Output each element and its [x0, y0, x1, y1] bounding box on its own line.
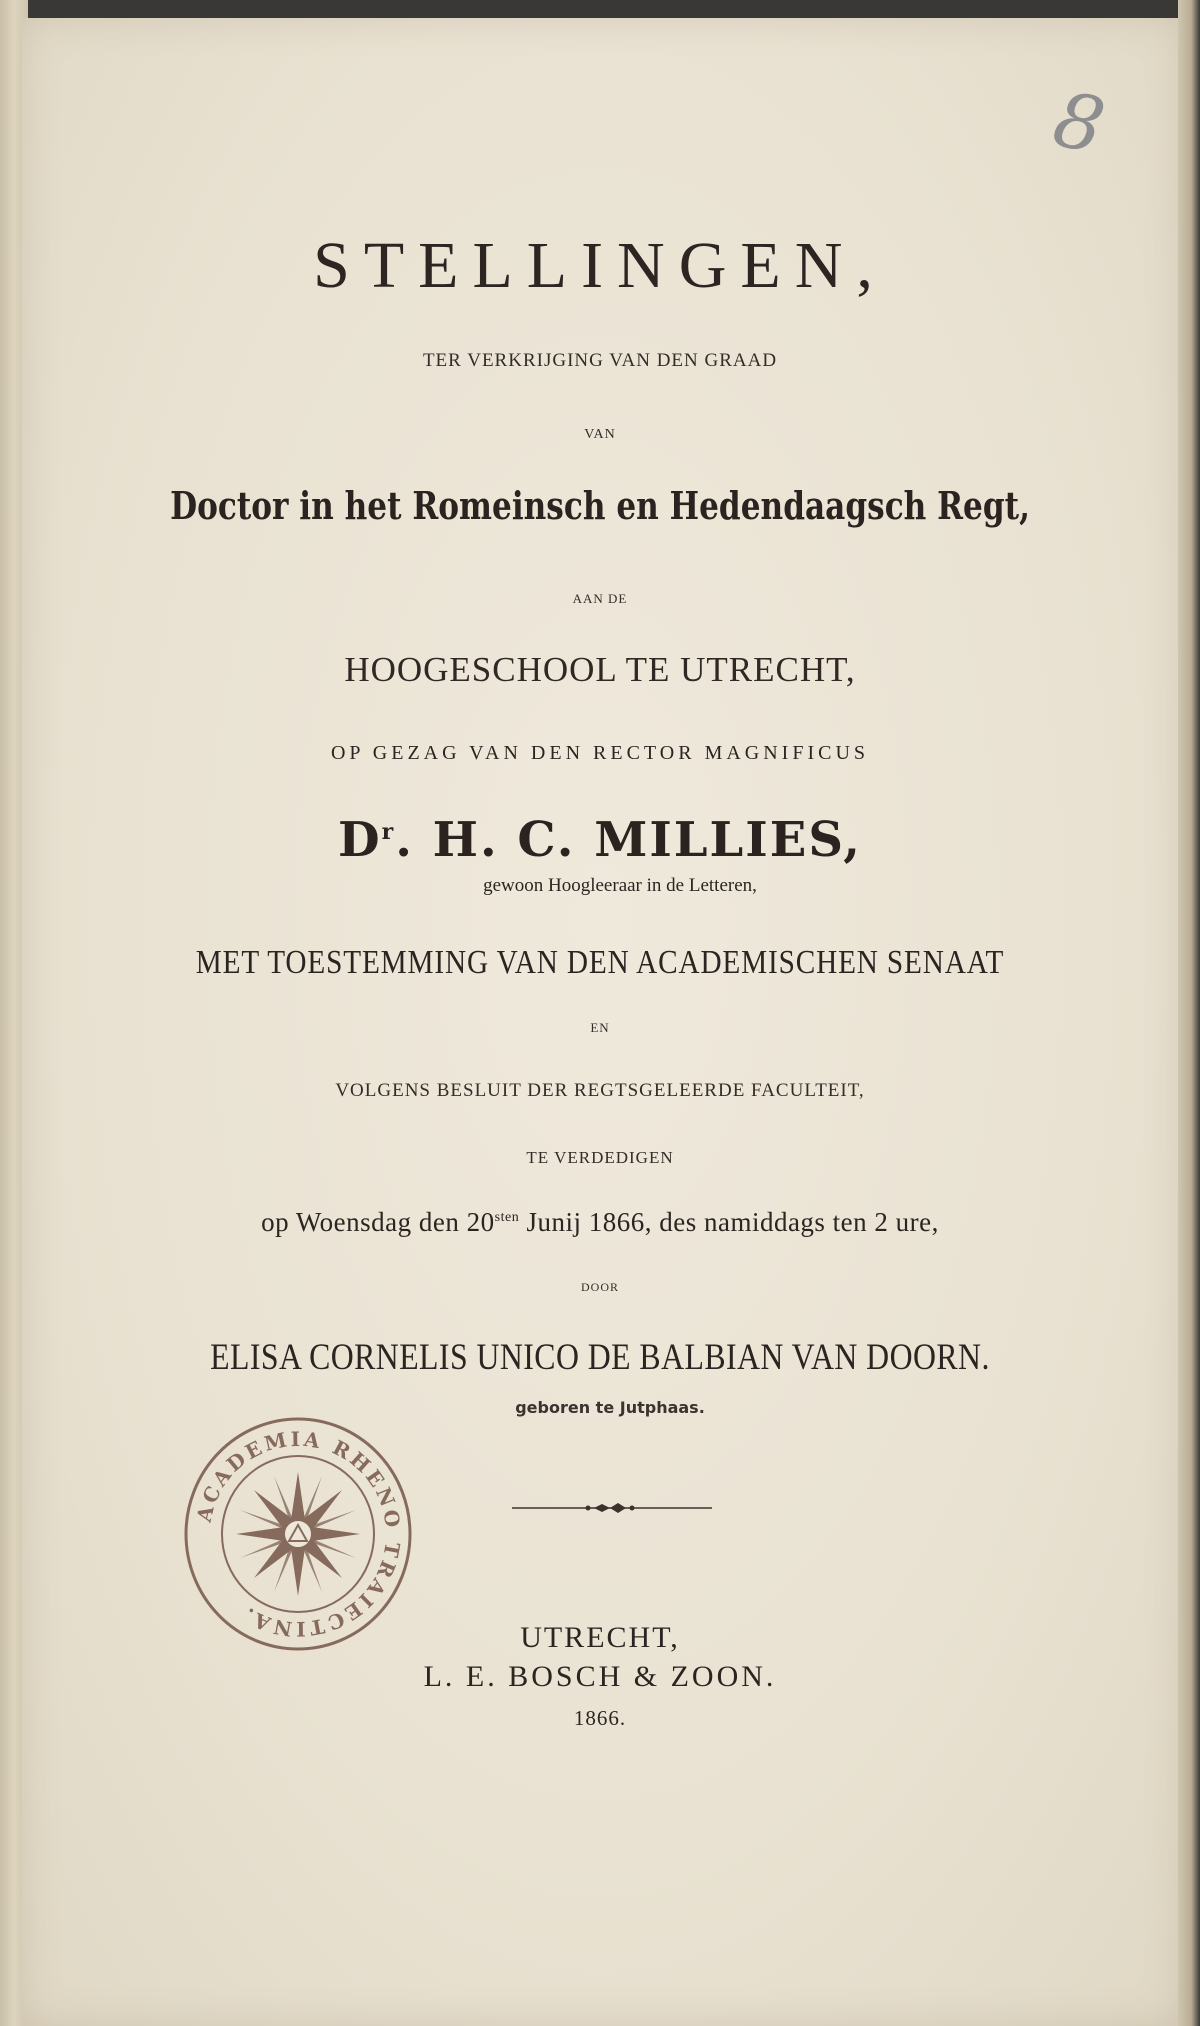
ornament-rule [512, 1498, 712, 1518]
rector-role: gewoon Hoogleeraar in de Letteren, [483, 875, 757, 896]
defense-date [0, 1207, 1200, 1238]
defense-date-sup: sten [494, 1210, 520, 1225]
university-name: HOOGESCHOOL TE UTRECHT, [344, 650, 856, 689]
degree-intro: TER VERKRIJGING VAN DEN GRAAD [422, 350, 778, 371]
author-name: ELISA CORNELIS UNICO DE BALBIAN VAN DOORN. [210, 1337, 990, 1378]
page-title: STELLINGEN, [313, 229, 887, 302]
svg-text:ACADEMIA RHENO TRAIECTINA.: ACADEMIA RHENO TRAIECTINA. [191, 1426, 406, 1642]
defend-line: TE VERDEDIGEN [526, 1148, 674, 1167]
defense-date-start: op Woensdag den 20 [261, 1207, 495, 1237]
rector-prefix: D [338, 812, 382, 868]
imprint-year: 1866. [573, 1706, 627, 1730]
rector-name [0, 812, 1200, 868]
rector-prefix-sup: r [381, 819, 396, 845]
author-birthplace: geboren te Jutphaas. [515, 1398, 705, 1417]
rector-initials: . H. C. MILLIES, [395, 812, 862, 868]
imprint-city: UTRECHT, [520, 1621, 680, 1654]
en-line: EN [590, 1020, 610, 1035]
defense-date-end: Junij 1866, des namiddags ten 2 ure, [519, 1207, 939, 1237]
pencil-shelf-mark: 8 [1046, 73, 1113, 172]
imprint-publisher: L. E. BOSCH & ZOON. [423, 1660, 777, 1693]
degree-title: Doctor in het Romeinsch en Hedendaagsch Regt, [170, 483, 1030, 528]
authority-line: OP GEZAG VAN DEN RECTOR MAGNIFICUS [330, 742, 870, 764]
aan-de-line: AAN DE [572, 591, 628, 606]
door-line: DOOR [580, 1280, 619, 1294]
van-line: VAN [584, 427, 616, 442]
faculty-decision: VOLGENS BESLUIT DER REGTSGELEERDE FACULTEIT, [335, 1080, 865, 1101]
senate-approval: MET TOESTEMMING VAN DEN ACADEMISCHEN SENAAT [195, 944, 1005, 981]
